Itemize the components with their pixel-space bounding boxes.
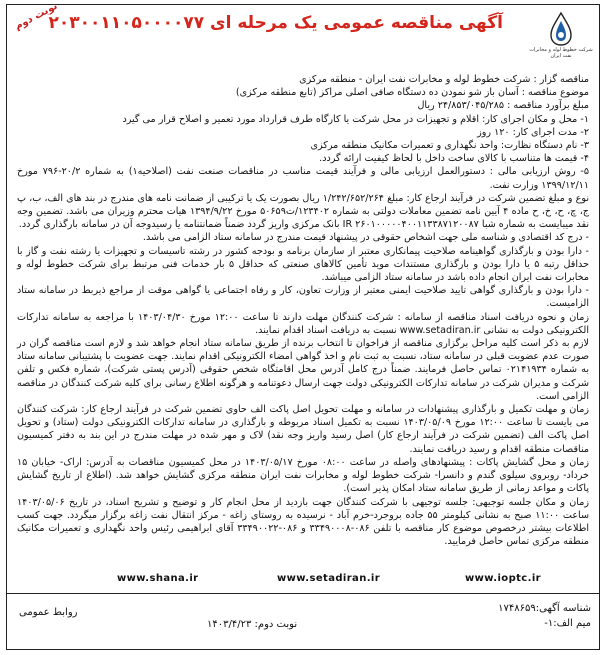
ad-id: شناسه آگهی:۱۷۴۸۶۵۹ — [498, 603, 591, 614]
body-line: مبلغ برآورد مناقصه : ۲۴/۸۵۳/۰۴۵/۲۸۵ ریال — [417, 100, 589, 112]
notice-footer — [7, 597, 599, 651]
mim-alef: میم الف:۱- — [544, 618, 591, 629]
body-line: - درج کد اقتصادی و شناسه ملی جهت اشخاص حقوقی در پیشنهاد قیمت مندرج در سامانه ستاد الزامی می باشد. — [142, 232, 589, 244]
round-date: نوبت دوم: ۱۴۰۳/۴/۲۳ — [207, 619, 298, 630]
body-line: ۴- قیمت ها متناسب با کالای ساخت داخل با لحاظ کیفیت ارائه گردد. — [319, 153, 589, 165]
oil-drop-logo-icon — [529, 11, 593, 47]
body-line: ۳- نام دستگاه نظارت: واحد نگهداری و تعمیرات مکانیک منطقه مرکزی — [310, 140, 589, 152]
body-line: زمان و مکان جلسه توجیهی: جلسه توجیهی با شرکت کنندگان جهت بازدید از محل انجام کار و توضیح و تشریح اسناد، در تاریخ ۱۴۰۳/۰۵/۰۶ ساعت ۱۱:۰۰ صبح به نشانی کیلومتر ۵۵ جاده بروجرد-خرم آباد - نرسیده به روستای زاغه - مرکز انتقال نفت زاغه برگزار میگردد. جهت کسب اطلاعات بیشتر درخصوص موضوع کار مناقصه با تلفن ۰۸۶-۳۳۴۹۰۰۰۸ و ۰۸۶-۳۳۴۹۰۰۲۲ آقای ابراهیمی رئیس واحد نگهداری و تعمیرات مکانیک منطقه مرکزی تماس حاصل فرمایید. — [17, 496, 590, 548]
tender-notice — [6, 0, 600, 650]
body-line: زمان و نحوه دریافت اسناد مناقصه از سامانه : شرکت کنندگان مهلت دارند تا ساعت ۱۲:۰۰ مورخ ۱۴۰۳/۰۴/۳۰ با مراجعه به سامانه تدارکات الکترونیکی دولت به نشانی www.setadiran.ir نسبت به دریافت اسناد اقدام نمایند. — [17, 311, 589, 336]
logo-caption: شرکت خطوط لوله و مخابرات نفت ایران — [529, 47, 593, 59]
footer-divider — [7, 593, 599, 594]
notice-body — [17, 73, 589, 548]
setad-link[interactable]: www.setadiran.ir — [277, 573, 381, 584]
body-line: مناقصه گزار : شرکت خطوط لوله و مخابرات نفت ایران - منطقه مرکزی — [299, 74, 589, 85]
shana-link[interactable]: www.shana.ir — [117, 573, 199, 584]
company-logo — [529, 11, 593, 61]
body-line: موضوع مناقصه : آسان باز شو نمودن ده دستگاه صافی اصلی مراکز (تابع منطقه مرکزی) — [235, 87, 589, 99]
body-line: ۵- روش ارزیابی مالی : دستورالعمل ارزیابی مالی و فرآیند قیمت مناسب در مناقصات صنعت نفت (اصلاحیه۱) به شماره ۲۰/۲-۷۹۶ مورخ ۱۳۹۹/۱۲/۱۱ وزارت نفت. — [17, 166, 589, 191]
body-line: لازم به ذکر است کلیه مراحل برگزاری مناقصه از فراخوان تا انتخاب برنده از طریق سامانه ستاد انجام خواهد شد و لازم است مناقصه گران در صورت عدم عضویت قبلی در سامانه ستاد، نسبت به ثبت نام و اخذ گواهی امضاء الکترونیکی اقدام نمایند. جهت عضویت با پشتیبانی سامانه ستاد به شماره ۰۲۱۴۱۹۳۴ تماس حاصل فرمایند. ضمناً درج کامل آدرس محل اقامتگاه شخص حقوقی (آدرس پستی شرکت)، شماره فکس و تلفن شرکت و مدیران شرکت در سامانه تدارکات الکترونیکی دولت جهت ارسال دعوتنامه و هرگونه اطلاع رسانی برای کلیه شرکت کنندگان در مناقصه الزامی است. — [17, 338, 589, 402]
ioptc-link[interactable]: www.ioptc.ir — [465, 573, 541, 584]
body-line: زمان و محل گشایش پاکات : پیشنهادهای واصله در ساعت ۰۸:۰۰ مورخ ۱۴۰۳/۰۵/۱۷ در محل کمیسیون مناقصات به آدرس: اراک- خیابان ۱۵ خرداد- روبروی سیلوی گندم و دانسرا- شرکت خطوط لوله و مخابرات نفت ایران منطقه مرکزی گشایش خواهد شد. (اطلاع از تاریخ گشایش پاکات و مواعد زمانی از طریق سامانه ستاد امکان پذیر است). — [17, 456, 589, 495]
body-line: - دارا بودن و بارگذاری گواهی تایید صلاحیت ایمنی معتبر از وزارت تعاون، کار و رفاه اجتماعی یا گواهی موقت از مراجع ذیربط در سامانه ستاد الزامیست. — [17, 285, 589, 310]
body-line: ۲- مدت اجرای کار: ۱۲۰ روز — [477, 126, 589, 138]
body-line: ۱- محل و مکان اجرای کار: اقلام و تجهیزات در محل شرکت یا کارگاه طرف قرارداد مورد تعمیر و اصلاح قرار می گیرد — [122, 113, 589, 125]
website-row — [7, 573, 599, 589]
notice-title: آگهی مناقصه عمومی یک مرحله ای ۲۰۳۰۰۱۱۰۵۰۰۰۰۷۷ — [48, 13, 503, 33]
body-line: زمان و مهلت تکمیل و بارگذاری پیشنهادات در سامانه و مهلت تحویل اصل پاکت الف حاوی تضمین شرکت در فرآیند ارجاع کار: شرکت کنندگان می بایست تا ساعت ۱۲:۰۰ مورخ ۱۴۰۳/۰۵/۰۹ نسبت به تکمیل اسناد مربوطه و بارگذاری در سامانه تدارکات الکترونیکی دولت (ستاد) و تحویل اصل پاکت الف (تضمین شرکت در فرآیند ارجاع کار) اصل رسید واریز وجه نقد) لاک و مهر شده در مهلت مندرج در این بند به دفتر کمیسیون مناقصات منطقه اقدام و رسید دریافت نمایند. — [17, 404, 589, 455]
footer-ids — [498, 601, 591, 631]
round-badge: نوبت دوم — [13, 0, 60, 33]
notice-header — [7, 0, 599, 61]
body-line: - دارا بودن و بارگذاری گواهینامه صلاحیت پیمانکاری معتبر از سازمان برنامه و بودجه کشور در رشته تاسیسات و تجهیزات یا رشته نفت و گاز با حداقل رتبه ۵ یا دارا بودن و بارگذاری مستندات موید تأمین کالاهای صنعتی که حداقل ۵ بار خدمات فنی مرتبط برای شرکت خطوط لوله و مخابرات نفت ایران انجام داده باشد در سامانه ستاد الزامی میباشد. — [17, 245, 589, 284]
body-line: نوع و مبلغ تضمین شرکت در فرآیند ارجاع کار: مبلغ ۱/۲۴۲/۶۵۲/۲۶۴ ریال بصورت یک یا ترکیبی از ضمانت نامه های مندرج در بند های الف، ب، پ ج، چ، ح، خ، ح ماده ۴ آیین نامه تضمین معاملات دولتی به شماره ۱۲۳۴۰۲/ت۵۰۶۵۹ مورخ ۱۳۹۴/۹/۲۲ هیات محترم وزیران می باشد. تضمین وجه نقد میبایست به شماره شبا IR ۲۶۰۱۰۰۰۰۰۴۰۰۱۱۳۳۸۷۱۲۰۰۸۷ بانک مرکزی واریز گردد ضمناً ضمانتنامه یا رسیدوجه آن در سامانه بارگذاری گردد. — [17, 192, 589, 231]
public-relations: روابط عمومی — [19, 607, 78, 618]
